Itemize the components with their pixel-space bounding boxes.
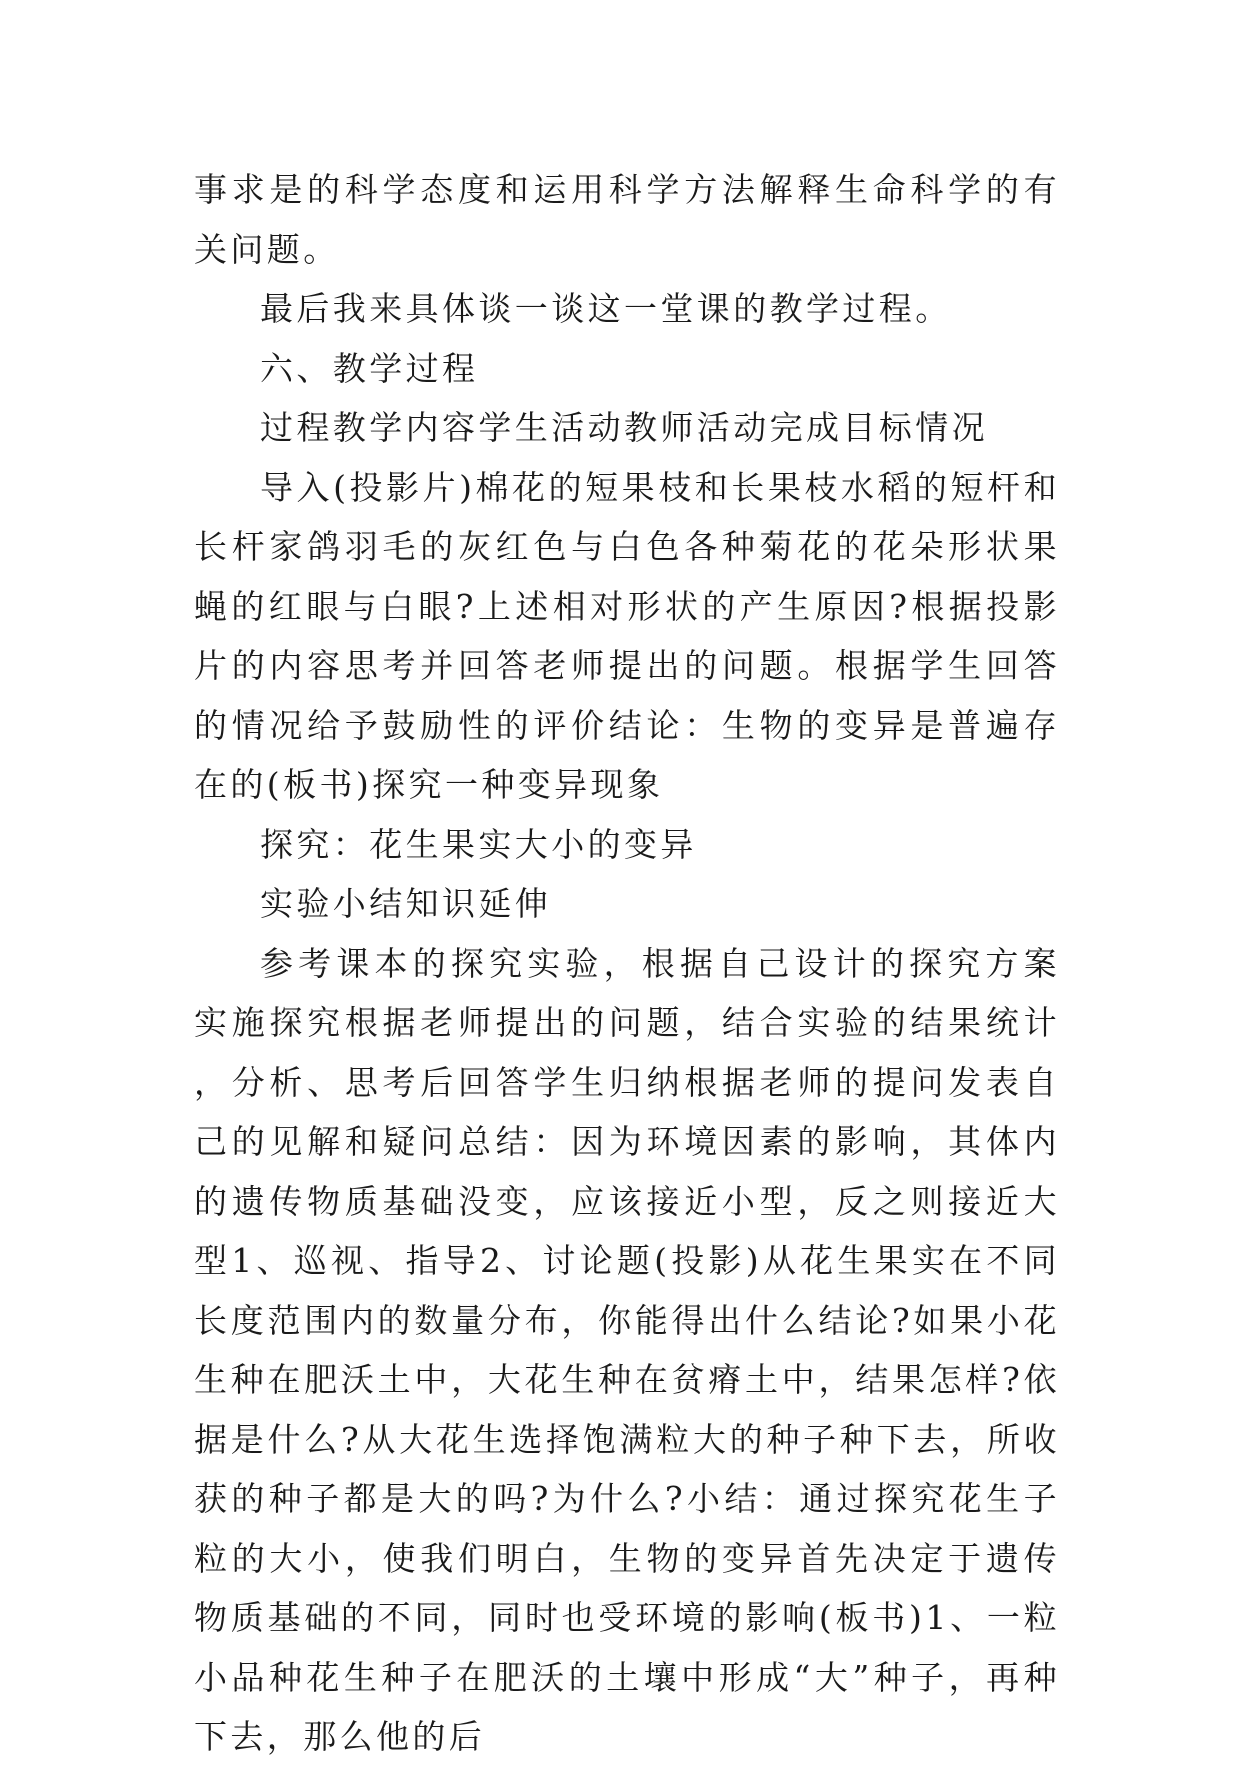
- paragraph-experiment: 参考课本的探究实验，根据自己设计的探究方案实施探究根据老师提出的问题，结合实验的结果统计，分析、思考后回答学生归纳根据老师的提问发表自己的见解和疑问总结：因为环境因素的影响，其体内的遗传物质基础没变，应该接近小型，反之则接近大型1、巡视、指导2、讨论题(投影)从花生果实在不同长度范围内的数量分布，你能得出什么结论?如果小花生种在肥沃土中，大花生种在贫瘠土中，结果怎样?依据是什么?从大花生选择饱满粒大的种子种下去，所收获的种子都是大的吗?为什么?小结：通过探究花生子粒的大小，使我们明白，生物的变异首先决定于遗传物质基础的不同，同时也受环境的影响(板书)1、一粒小品种花生种子在肥沃的土壤中形成“大”种子，再种下去，那么他的后: [194, 943, 1060, 1756]
- document-body: [194, 160, 1060, 1767]
- paragraph-continued: 事求是的科学态度和运用科学方法解释生命科学的有关问题。: [194, 170, 1060, 269]
- paragraph-inquiry: 探究：花生果实大小的变异: [260, 824, 697, 864]
- table-header-line: 过程教学内容学生活动教师活动完成目标情况: [260, 408, 988, 447]
- paragraph-introduction: 导入(投影片)棉花的短果枝和长果枝水稻的短杆和长杆家鸽羽毛的灰红色与白色各种菊花的花朵形状果蝇的红眼与白眼?上述相对形状的产生原因?根据投影片的内容思考并回答老师提出的问题。根据学生回答的情况给予鼓励性的评价结论：生物的变异是普遍存在的(板书)探究一种变异现象: [194, 467, 1060, 804]
- paragraph-intro: 最后我来具体谈一谈这一堂课的教学过程。: [260, 289, 952, 328]
- paragraph-summary-heading: 实验小结知识延伸: [260, 884, 552, 923]
- section-heading: 六、教学过程: [260, 348, 479, 388]
